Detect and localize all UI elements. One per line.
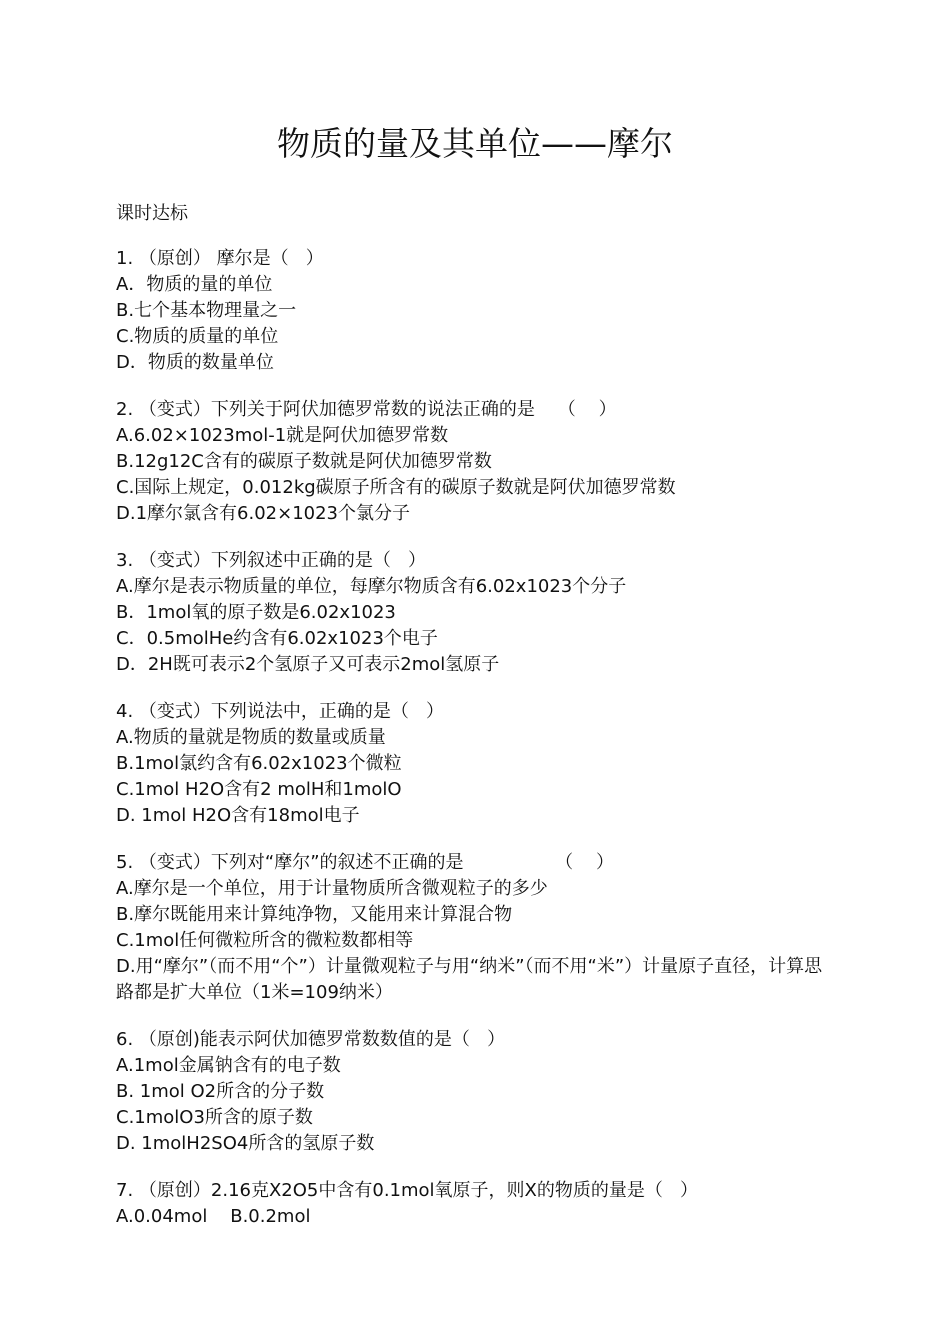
question-4 <box>116 699 836 829</box>
question-stem: 1. （原创） 摩尔是（ ） <box>116 248 324 269</box>
question-stem: 4. （变式）下列说法中，正确的是（ ） <box>116 701 445 722</box>
question-1 <box>116 246 836 376</box>
question-stem: 5. （变式）下列对“摩尔”的叙述不正确的是 （ ） <box>116 852 614 873</box>
question-stem: 2. （变式）下列关于阿伏加德罗常数的说法正确的是 （ ） <box>116 399 617 420</box>
question-6 <box>116 1027 836 1157</box>
option-d: D.用“摩尔”（而不用“个”）计量微观粒子与用“纳米”（而不用“米”）计量原子直径，计算思路都是扩大单位（1米=109纳米） <box>116 956 823 1003</box>
question-2 <box>116 397 836 527</box>
option-b: B.七个基本物理量之一 <box>116 300 297 321</box>
option-c: C.1mol H2O含有2 molH和1molO <box>116 779 402 800</box>
question-stem: 7. （原创）2.16克X2O5中含有0.1mol氧原子，则X的物质的量是（ ） <box>116 1180 699 1201</box>
option-b: B. 1mol O2所含的分子数 <box>116 1081 325 1102</box>
option-b: B.12g12C含有的碳原子数就是阿伏加德罗常数 <box>116 451 492 472</box>
option-d: D．2H既可表示2个氢原子又可表示2mol氢原子 <box>116 654 500 675</box>
question-3 <box>116 548 836 678</box>
option-c: C.国际上规定，0.012kg碳原子所含有的碳原子数就是阿伏加德罗常数 <box>116 477 676 498</box>
option-a: A.6.02×1023mol-1就是阿伏加德罗常数 <box>116 425 449 446</box>
option-d: D．物质的数量单位 <box>116 352 274 373</box>
question-list <box>116 246 836 1251</box>
option-b: B.摩尔既能用来计算纯净物，又能用来计算混合物 <box>116 904 513 925</box>
page-title: 物质的量及其单位——摩尔 <box>277 124 673 163</box>
option-b: B．1mol氧的原子数是6.02x1023 <box>116 602 396 623</box>
option-b: B.1mol氯约含有6.02x1023个微粒 <box>116 753 402 774</box>
option-c: C．0.5molHe约含有6.02x1023个电子 <box>116 628 438 649</box>
option-a: A.摩尔是表示物质量的单位，每摩尔物质含有6.02x1023个分子 <box>116 576 627 597</box>
section-subtitle: 课时达标 <box>116 203 188 224</box>
option-a: A.物质的量就是物质的数量或质量 <box>116 727 386 748</box>
question-7 <box>116 1178 836 1230</box>
option-a: A.摩尔是一个单位，用于计量物质所含微观粒子的多少 <box>116 878 548 899</box>
option-d: D. 1mol H2O含有18mol电子 <box>116 805 360 826</box>
option-d: D.1摩尔氯含有6.02×1023个氯分子 <box>116 503 411 524</box>
option-c: C.物质的质量的单位 <box>116 326 279 347</box>
option-c: C.1mol任何微粒所含的微粒数都相等 <box>116 930 414 951</box>
option-d: D. 1molH2SO4所含的氢原子数 <box>116 1133 375 1154</box>
option-a-b: A.0.04mol B.0.2mol <box>116 1206 311 1227</box>
question-stem: 6. （原创)能表示阿伏加德罗常数数值的是（ ） <box>116 1029 506 1050</box>
option-a: A.1mol金属钠含有的电子数 <box>116 1055 341 1076</box>
option-c: C.1molO3所含的原子数 <box>116 1107 313 1128</box>
question-stem: 3. （变式）下列叙述中正确的是（ ） <box>116 550 427 571</box>
question-5 <box>116 850 836 1006</box>
option-a: A．物质的量的单位 <box>116 274 273 295</box>
